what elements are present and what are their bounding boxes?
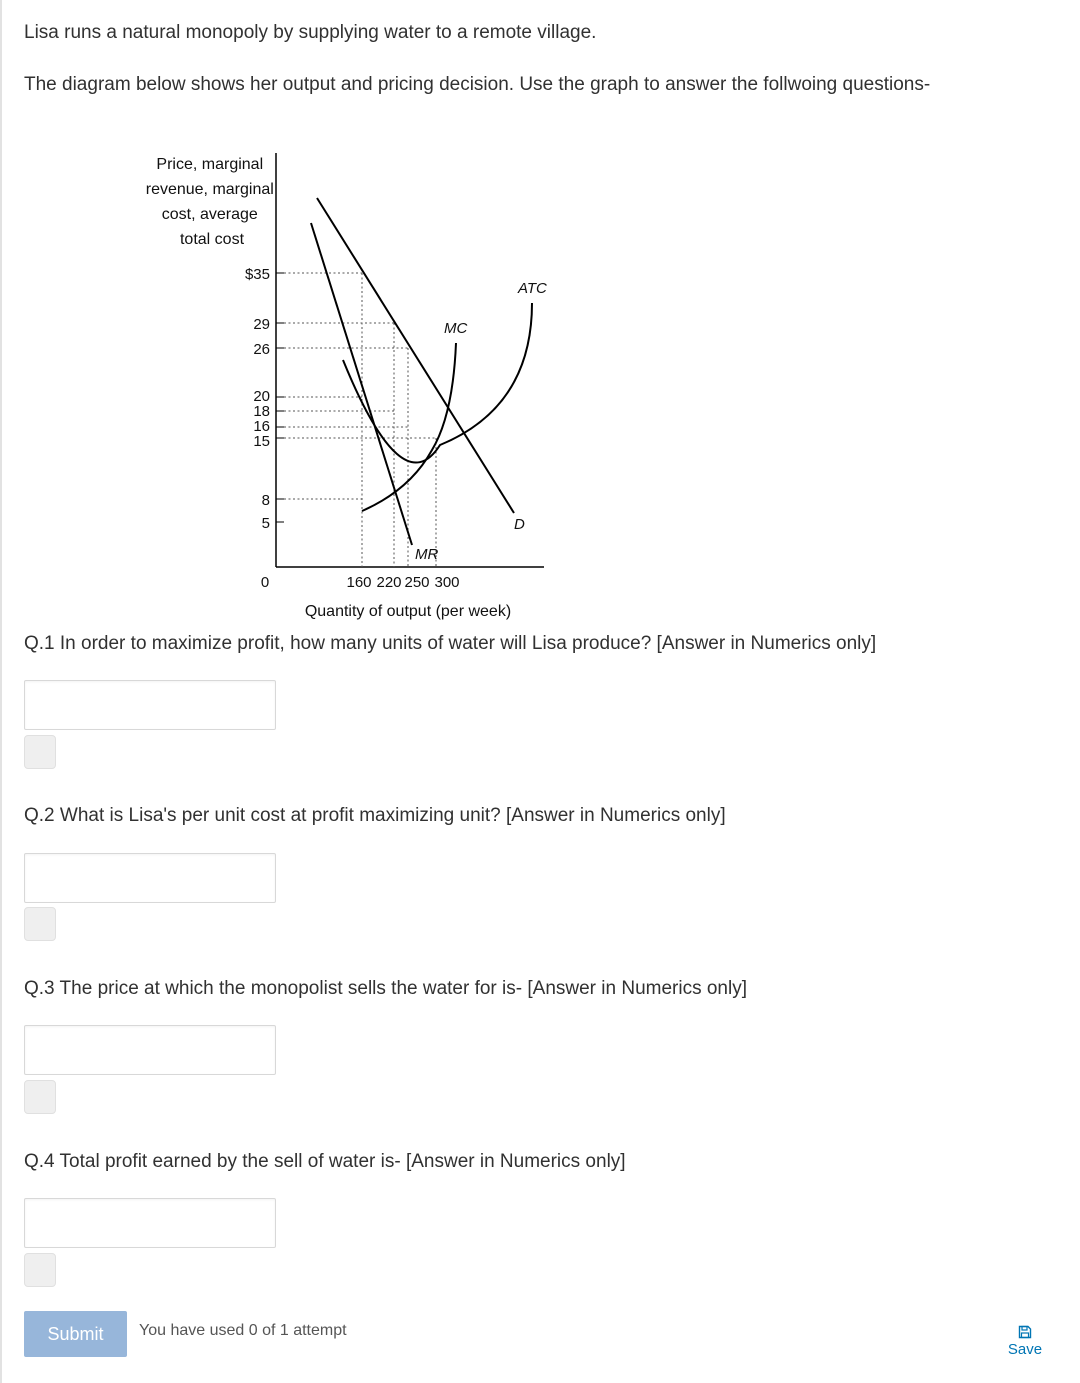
y-tick-label: 18 [253,403,270,420]
marginal-revenue-curve [311,223,412,545]
atc-label: ATC [518,280,547,297]
submit-button[interactable]: Submit [24,1311,127,1357]
y-tick-label: 29 [253,316,270,333]
y-tick-label: 8 [261,492,270,509]
y-axis-label [146,156,279,248]
x-tick-label: 160 [346,574,372,591]
monopoly-diagram [140,145,560,630]
demand-curve [317,198,514,513]
y-axis-label-line: Price, marginal [156,156,264,173]
answer-input-q4[interactable] [24,1198,276,1248]
answer-status-indicator [24,1253,56,1287]
attempts-counter: You have used 0 of 1 attempt [139,1322,347,1339]
mr-label: MR [415,546,439,563]
y-tick-label: 15 [253,433,270,450]
save-label: Save [1007,1341,1043,1358]
y-axis-label-line: revenue, marginal [145,181,274,198]
demand-label: D [514,516,525,533]
y-axis-label-line: cost, average [161,206,258,223]
intro-text-1: Lisa runs a natural monopoly by supplying water to a remote village. [24,22,597,43]
save-button[interactable] [1003,1325,1047,1365]
answer-status-indicator [24,1080,56,1114]
answer-input-q2[interactable] [24,853,276,903]
answer-status-indicator [24,907,56,941]
x-tick-label: 250 [404,574,430,591]
y-tick-label: $35 [244,266,270,283]
x-tick-label: 300 [434,574,460,591]
answer-status-indicator [24,735,56,769]
y-axis-label-line: total cost [179,231,245,248]
question-4-text: Q.4 Total profit earned by the sell of water is- [Answer in Numerics only] [24,1151,626,1172]
y-tick-label: 16 [253,418,270,435]
x-tick-label: 220 [376,574,402,591]
answer-input-q1[interactable] [24,680,276,730]
mc-label: MC [444,320,468,337]
floppy-disk-icon [1018,1325,1032,1339]
question-1-text: Q.1 In order to maximize profit, how many units of water will Lisa produce? [Answer in Numerics only] [24,633,877,654]
y-tick-label: 20 [253,388,270,405]
y-tick-label: 26 [253,341,270,358]
answer-input-q3[interactable] [24,1025,276,1075]
origin-label: 0 [260,574,270,591]
x-axis-label: Quantity of output (per week) [304,603,512,620]
question-3-text: Q.3 The price at which the monopolist sells the water for is- [Answer in Numerics only] [24,978,747,999]
question-2-text: Q.2 What is Lisa's per unit cost at profit maximizing unit? [Answer in Numerics only] [24,805,726,826]
left-border [0,0,2,1383]
intro-text-2: The diagram below shows her output and pricing decision. Use the graph to answer the follwoing questions- [24,74,931,95]
y-tick-label: 5 [261,515,270,532]
